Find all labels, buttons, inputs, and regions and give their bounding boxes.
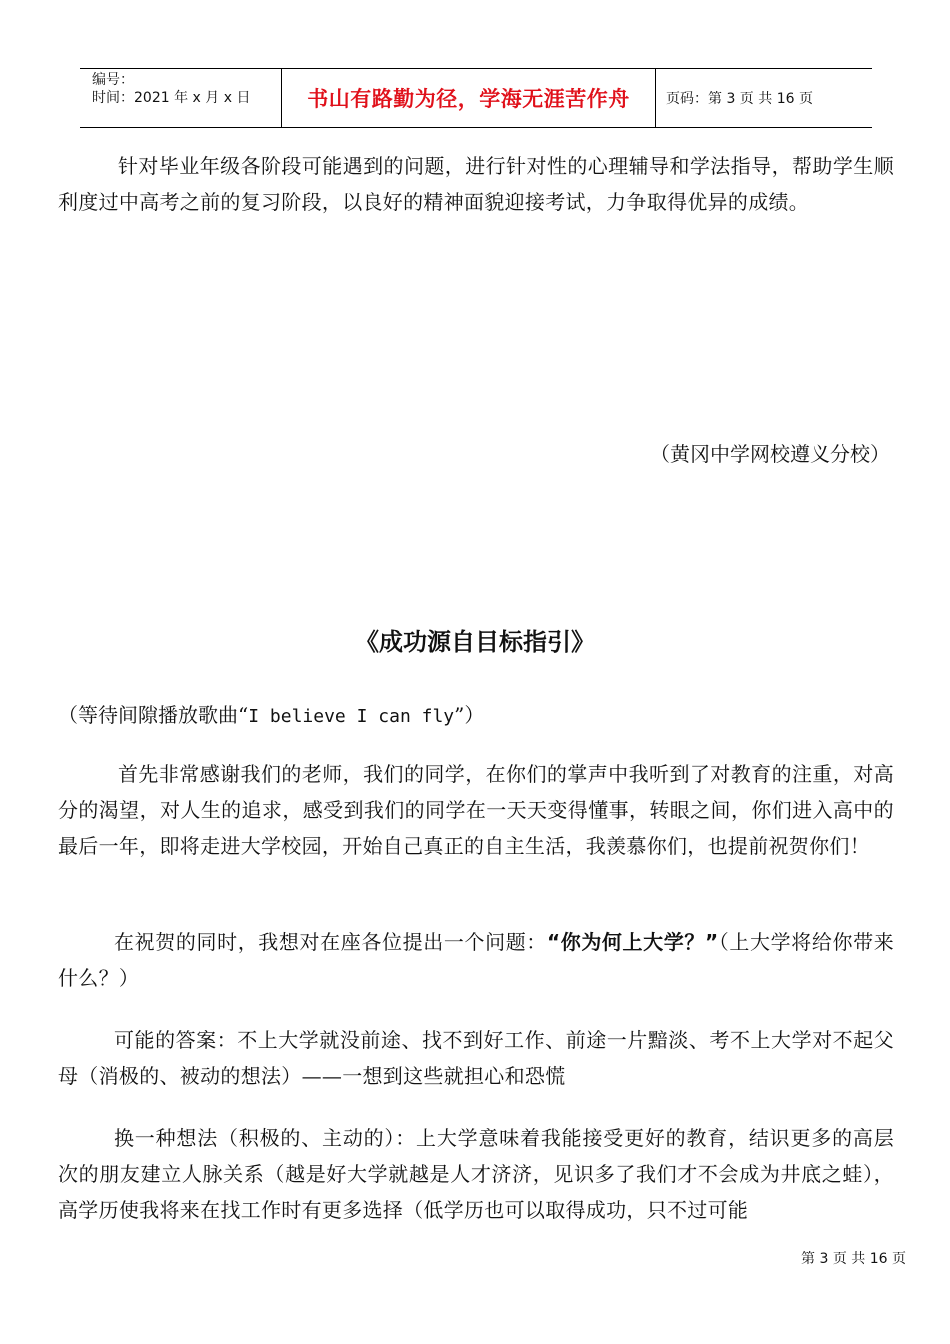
song-note <box>58 700 484 732</box>
note-song: I believe I can fly <box>248 706 455 727</box>
paragraph-2-after: （上大学将给你带来什么？） <box>58 930 894 990</box>
paragraph-2-before: 在祝贺的同时，我想对在座各位提出一个问题： <box>114 930 547 954</box>
intro-paragraph: 针对毕业年级各阶段可能遇到的问题，进行针对性的心理辅导和学法指导，帮助学生顺利度过中高考之前的复习阶段，以良好的精神面貌迎接考试，力争取得优异的成绩。 <box>58 154 894 214</box>
paragraph-2-question: “你为何上大学？” <box>546 930 719 954</box>
paragraph-3: 可能的答案：不上大学就没前途、找不到好工作、前途一片黯淡、考不上大学对不起父母（消极的、被动的想法）——一想到这些就担心和恐慌 <box>58 1028 894 1088</box>
number-label: 编号： <box>92 72 134 88</box>
header-motto: 书山有路勤为径，学海无涯苦作舟 <box>282 69 656 127</box>
header-meta <box>80 69 282 127</box>
note-prefix: （等待间隙播放歌曲“ <box>58 703 249 727</box>
paragraph-4: 换一种想法（积极的、主动的）：上大学意味着我能接受更好的教育，结识更多的高层次的朋友建立人脉关系（越是好大学就越是人才济济，见识多了我们才不会成为井底之蛙），高学历使我将来在找工作时有更多选择（低学历也可以取得成功，只不过可能 <box>58 1126 894 1222</box>
date-label: 时间：2021 年 x 月 x 日 <box>92 90 251 106</box>
page-footer: 第 3 页 共 16 页 <box>801 1251 906 1267</box>
signature: （黄冈中学网校遵义分校） <box>650 442 890 466</box>
document-title: 《成功源自目标指引》 <box>355 628 595 656</box>
header-page-info: 页码：第 3 页 共 16 页 <box>666 91 813 107</box>
note-suffix: ”） <box>454 703 485 727</box>
paragraph-2 <box>58 924 894 996</box>
page-header <box>80 68 872 128</box>
paragraph-1: 首先非常感谢我们的老师，我们的同学，在你们的掌声中我听到了对教育的注重，对高分的渴望，对人生的追求，感受到我们的同学在一天天变得懂事，转眼之间，你们进入高中的最后一年，即将走进大学校园，开始自己真正的自主生活，我羡慕你们，也提前祝贺你们！ <box>58 762 894 858</box>
